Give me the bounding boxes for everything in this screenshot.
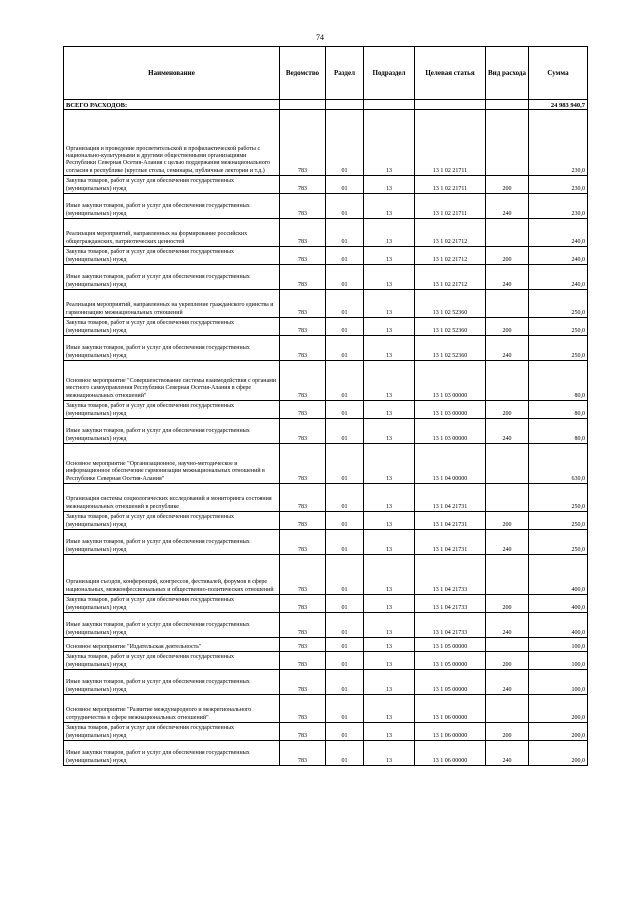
table-row — [64, 695, 588, 723]
table-row — [64, 670, 588, 695]
table-row — [64, 110, 588, 176]
row-razdel: 01 — [326, 512, 364, 530]
row-celevaya: 13 1 02 52360 — [415, 290, 486, 318]
row-vedomstvo: 783 — [280, 419, 326, 444]
row-podrazdel: 13 — [364, 247, 415, 265]
row-celevaya: 13 1 02 21711 — [415, 110, 486, 176]
row-vid — [486, 361, 529, 401]
row-vid — [486, 290, 529, 318]
row-vedomstvo: 783 — [280, 555, 326, 595]
row-vedomstvo: 783 — [280, 176, 326, 194]
row-vid: 240 — [486, 530, 529, 555]
table-row — [64, 512, 588, 530]
row-vedomstvo: 783 — [280, 670, 326, 695]
row-podrazdel: 13 — [364, 695, 415, 723]
row-razdel: 01 — [326, 336, 364, 361]
row-razdel: 01 — [326, 484, 364, 512]
row-podrazdel: 13 — [364, 613, 415, 638]
row-summa: 250,0 — [529, 318, 588, 336]
row-vid — [486, 555, 529, 595]
row-podrazdel: 13 — [364, 555, 415, 595]
row-razdel: 01 — [326, 723, 364, 741]
row-summa: 240,0 — [529, 247, 588, 265]
row-podrazdel: 13 — [364, 336, 415, 361]
row-summa: 250,0 — [529, 484, 588, 512]
row-celevaya: 13 1 02 52360 — [415, 336, 486, 361]
row-summa: 400,0 — [529, 555, 588, 595]
row-vedomstvo: 783 — [280, 484, 326, 512]
row-podrazdel: 13 — [364, 741, 415, 766]
row-celevaya: 13 1 06 00000 — [415, 695, 486, 723]
table-row — [64, 361, 588, 401]
row-podrazdel: 13 — [364, 318, 415, 336]
page-number: 74 — [316, 33, 324, 42]
row-name: Иные закупки товаров, работ и услуг для обеспечения государственных (муниципальных) нужд — [64, 613, 280, 638]
table-row — [64, 530, 588, 555]
row-celevaya: 13 1 04 21731 — [415, 512, 486, 530]
row-podrazdel: 13 — [364, 419, 415, 444]
row-vedomstvo: 783 — [280, 695, 326, 723]
row-vedomstvo: 783 — [280, 613, 326, 638]
table-row — [64, 219, 588, 247]
row-summa: 80,0 — [529, 419, 588, 444]
table-row — [64, 652, 588, 670]
row-vid — [486, 638, 529, 652]
row-razdel: 01 — [326, 176, 364, 194]
row-celevaya: 13 1 02 21712 — [415, 219, 486, 247]
row-razdel: 01 — [326, 638, 364, 652]
row-vid: 240 — [486, 336, 529, 361]
row-celevaya: 13 1 04 21733 — [415, 613, 486, 638]
table-row — [64, 555, 588, 595]
row-name: Основное мероприятие "Организационное, научно-методическое и информационное обеспечение гармонизации межнациональных отношений в Республике Северная Осетия-Алания" — [64, 444, 280, 484]
row-vedomstvo: 783 — [280, 318, 326, 336]
row-vid — [486, 110, 529, 176]
row-podrazdel: 13 — [364, 361, 415, 401]
table-row — [64, 419, 588, 444]
row-podrazdel: 13 — [364, 723, 415, 741]
row-razdel: 01 — [326, 401, 364, 419]
row-razdel: 01 — [326, 652, 364, 670]
row-vedomstvo: 783 — [280, 530, 326, 555]
total-empty-cell — [415, 100, 486, 110]
row-vedomstvo: 783 — [280, 361, 326, 401]
row-celevaya: 13 1 04 21731 — [415, 484, 486, 512]
row-summa: 230,0 — [529, 176, 588, 194]
row-celevaya: 13 1 03 00000 — [415, 401, 486, 419]
row-name: Закупка товаров, работ и услуг для обеспечения государственных (муниципальных) нужд — [64, 595, 280, 613]
row-name: Закупка товаров, работ и услуг для обеспечения государственных (муниципальных) нужд — [64, 401, 280, 419]
row-name: Иные закупки товаров, работ и услуг для обеспечения государственных (муниципальных) нужд — [64, 670, 280, 695]
row-vid — [486, 484, 529, 512]
row-name: Организация съездов, конференций, конгрессов, фестивалей, форумов в сфере национальных, межконфессиональных и общественно-политических отношений — [64, 555, 280, 595]
row-summa: 400,0 — [529, 595, 588, 613]
row-name: Иные закупки товаров, работ и услуг для обеспечения государственных (муниципальных) нужд — [64, 741, 280, 766]
row-celevaya: 13 1 05 00000 — [415, 652, 486, 670]
row-podrazdel: 13 — [364, 290, 415, 318]
row-podrazdel: 13 — [364, 265, 415, 290]
row-vid: 200 — [486, 176, 529, 194]
row-celevaya: 13 1 06 00000 — [415, 723, 486, 741]
row-name: Реализация мероприятий, направленных на укрепление гражданского единства и гармонизацию межнациональных отношений — [64, 290, 280, 318]
total-empty-cell — [326, 100, 364, 110]
row-summa: 200,0 — [529, 723, 588, 741]
row-vedomstvo: 783 — [280, 444, 326, 484]
total-empty-cell — [364, 100, 415, 110]
table-row — [64, 176, 588, 194]
row-summa: 250,0 — [529, 290, 588, 318]
row-name: Иные закупки товаров, работ и услуг для обеспечения государственных (муниципальных) нужд — [64, 419, 280, 444]
table-row — [64, 741, 588, 766]
row-name: Реализация мероприятий, направленных на формирование российских общегражданских, патриотических ценностей — [64, 219, 280, 247]
row-name: Основное мероприятие "Развитие международного и межрегионального сотрудничества в сфере межнациональных отношений" — [64, 695, 280, 723]
row-vid — [486, 444, 529, 484]
table-row — [64, 595, 588, 613]
row-vedomstvo: 783 — [280, 290, 326, 318]
row-vid: 240 — [486, 741, 529, 766]
row-summa: 400,0 — [529, 613, 588, 638]
row-celevaya: 13 1 04 21733 — [415, 555, 486, 595]
total-label: ВСЕГО РАСХОДОВ: — [64, 100, 280, 110]
row-name: Закупка товаров, работ и услуг для обеспечения государственных (муниципальных) нужд — [64, 247, 280, 265]
row-podrazdel: 13 — [364, 194, 415, 219]
table-row — [64, 318, 588, 336]
total-empty-cell — [280, 100, 326, 110]
row-podrazdel: 13 — [364, 401, 415, 419]
row-name: Иные закупки товаров, работ и услуг для обеспечения государственных (муниципальных) нужд — [64, 336, 280, 361]
row-podrazdel: 13 — [364, 484, 415, 512]
header-celevaya: Целевая статья — [415, 47, 486, 100]
row-celevaya: 13 1 03 00000 — [415, 419, 486, 444]
row-summa: 100,0 — [529, 670, 588, 695]
row-celevaya: 13 1 03 00000 — [415, 361, 486, 401]
row-celevaya: 13 1 02 21711 — [415, 194, 486, 219]
row-vid: 200 — [486, 723, 529, 741]
row-summa: 100,0 — [529, 638, 588, 652]
row-vid: 240 — [486, 265, 529, 290]
table-row — [64, 194, 588, 219]
row-razdel: 01 — [326, 741, 364, 766]
table-row — [64, 247, 588, 265]
row-name: Основное мероприятие "Совершенствование системы взаимодействия с органами местного самоуправления Республики Северная Осетия-Алания в сфере межнациональных отношений" — [64, 361, 280, 401]
row-razdel: 01 — [326, 194, 364, 219]
row-podrazdel: 13 — [364, 595, 415, 613]
row-razdel: 01 — [326, 555, 364, 595]
row-razdel: 01 — [326, 247, 364, 265]
row-razdel: 01 — [326, 595, 364, 613]
row-razdel: 01 — [326, 265, 364, 290]
row-vid — [486, 695, 529, 723]
row-name: Закупка товаров, работ и услуг для обеспечения государственных (муниципальных) нужд — [64, 652, 280, 670]
row-summa: 100,0 — [529, 652, 588, 670]
row-vid: 200 — [486, 247, 529, 265]
expenditure-table — [63, 46, 588, 766]
header-podrazdel: Подраздел — [364, 47, 415, 100]
row-razdel: 01 — [326, 419, 364, 444]
table-header-row — [64, 47, 588, 100]
row-podrazdel: 13 — [364, 444, 415, 484]
row-summa: 80,0 — [529, 361, 588, 401]
table-row — [64, 265, 588, 290]
row-celevaya: 13 1 04 21733 — [415, 595, 486, 613]
row-vedomstvo: 783 — [280, 652, 326, 670]
row-podrazdel: 13 — [364, 176, 415, 194]
row-vedomstvo: 783 — [280, 110, 326, 176]
row-vid: 240 — [486, 670, 529, 695]
row-celevaya: 13 1 06 00000 — [415, 741, 486, 766]
total-empty-cell — [486, 100, 529, 110]
row-celevaya: 13 1 02 21711 — [415, 176, 486, 194]
table-row — [64, 723, 588, 741]
row-vid: 200 — [486, 595, 529, 613]
table-row — [64, 444, 588, 484]
row-vid: 200 — [486, 652, 529, 670]
row-razdel: 01 — [326, 695, 364, 723]
row-celevaya: 13 1 05 00000 — [415, 638, 486, 652]
row-name: Закупка товаров, работ и услуг для обеспечения государственных (муниципальных) нужд — [64, 723, 280, 741]
total-sum: 24 983 940,7 — [529, 100, 588, 110]
row-vedomstvo: 783 — [280, 336, 326, 361]
row-summa: 200,0 — [529, 741, 588, 766]
row-podrazdel: 13 — [364, 219, 415, 247]
row-razdel: 01 — [326, 110, 364, 176]
header-vedomstvo: Ведомство — [280, 47, 326, 100]
row-vedomstvo: 783 — [280, 512, 326, 530]
row-vid: 240 — [486, 194, 529, 219]
table-row — [64, 336, 588, 361]
row-vid: 200 — [486, 512, 529, 530]
row-razdel: 01 — [326, 290, 364, 318]
header-summa: Сумма — [529, 47, 588, 100]
row-celevaya: 13 1 05 00000 — [415, 670, 486, 695]
row-razdel: 01 — [326, 361, 364, 401]
row-summa: 250,0 — [529, 530, 588, 555]
row-celevaya: 13 1 02 52360 — [415, 318, 486, 336]
row-celevaya: 13 1 02 21712 — [415, 265, 486, 290]
row-razdel: 01 — [326, 219, 364, 247]
row-summa: 250,0 — [529, 336, 588, 361]
row-name: Иные закупки товаров, работ и услуг для обеспечения государственных (муниципальных) нужд — [64, 265, 280, 290]
row-vedomstvo: 783 — [280, 247, 326, 265]
row-podrazdel: 13 — [364, 670, 415, 695]
row-summa: 250,0 — [529, 512, 588, 530]
row-name: Организация системы социологических исследований и мониторинга состояния межнациональных отношений в республике — [64, 484, 280, 512]
table-row — [64, 401, 588, 419]
row-name: Закупка товаров, работ и услуг для обеспечения государственных (муниципальных) нужд — [64, 512, 280, 530]
row-summa: 200,0 — [529, 695, 588, 723]
row-vedomstvo: 783 — [280, 401, 326, 419]
row-summa: 230,0 — [529, 110, 588, 176]
row-vedomstvo: 783 — [280, 723, 326, 741]
row-podrazdel: 13 — [364, 652, 415, 670]
row-podrazdel: 13 — [364, 638, 415, 652]
row-podrazdel: 13 — [364, 512, 415, 530]
row-vid: 240 — [486, 613, 529, 638]
row-name: Закупка товаров, работ и услуг для обеспечения государственных (муниципальных) нужд — [64, 176, 280, 194]
row-podrazdel: 13 — [364, 530, 415, 555]
row-name: Организация и проведение просветительской и профилактической работы с национально-культурными и другими общественными организациями Республики Северная Осетия-Алания с целью поддержания межнационального согласия в республике (круглые столы, семинары, публичные лектории и т.д.) — [64, 110, 280, 176]
row-razdel: 01 — [326, 613, 364, 638]
row-name: Иные закупки товаров, работ и услуг для обеспечения государственных (муниципальных) нужд — [64, 530, 280, 555]
header-vid: Вид расхода — [486, 47, 529, 100]
row-celevaya: 13 1 02 21712 — [415, 247, 486, 265]
table-row — [64, 290, 588, 318]
row-vedomstvo: 783 — [280, 741, 326, 766]
row-name: Закупка товаров, работ и услуг для обеспечения государственных (муниципальных) нужд — [64, 318, 280, 336]
row-razdel: 01 — [326, 530, 364, 555]
table-row — [64, 613, 588, 638]
row-summa: 230,0 — [529, 194, 588, 219]
table-row — [64, 484, 588, 512]
table-row — [64, 638, 588, 652]
row-summa: 630,0 — [529, 444, 588, 484]
row-razdel: 01 — [326, 444, 364, 484]
row-vid — [486, 219, 529, 247]
row-summa: 80,0 — [529, 401, 588, 419]
row-podrazdel: 13 — [364, 110, 415, 176]
row-razdel: 01 — [326, 670, 364, 695]
row-vedomstvo: 783 — [280, 219, 326, 247]
row-name: Основное мероприятие "Издательская деятельность" — [64, 638, 280, 652]
row-celevaya: 13 1 04 21731 — [415, 530, 486, 555]
row-vedomstvo: 783 — [280, 194, 326, 219]
row-vid: 200 — [486, 318, 529, 336]
row-vedomstvo: 783 — [280, 595, 326, 613]
row-name: Иные закупки товаров, работ и услуг для обеспечения государственных (муниципальных) нужд — [64, 194, 280, 219]
row-vid: 240 — [486, 419, 529, 444]
row-razdel: 01 — [326, 318, 364, 336]
header-name: Наименование — [64, 47, 280, 100]
row-celevaya: 13 1 04 00000 — [415, 444, 486, 484]
row-summa: 240,0 — [529, 265, 588, 290]
row-vid: 200 — [486, 401, 529, 419]
header-razdel: Раздел — [326, 47, 364, 100]
row-summa: 240,0 — [529, 219, 588, 247]
row-vedomstvo: 783 — [280, 638, 326, 652]
total-row — [64, 100, 588, 110]
row-vedomstvo: 783 — [280, 265, 326, 290]
